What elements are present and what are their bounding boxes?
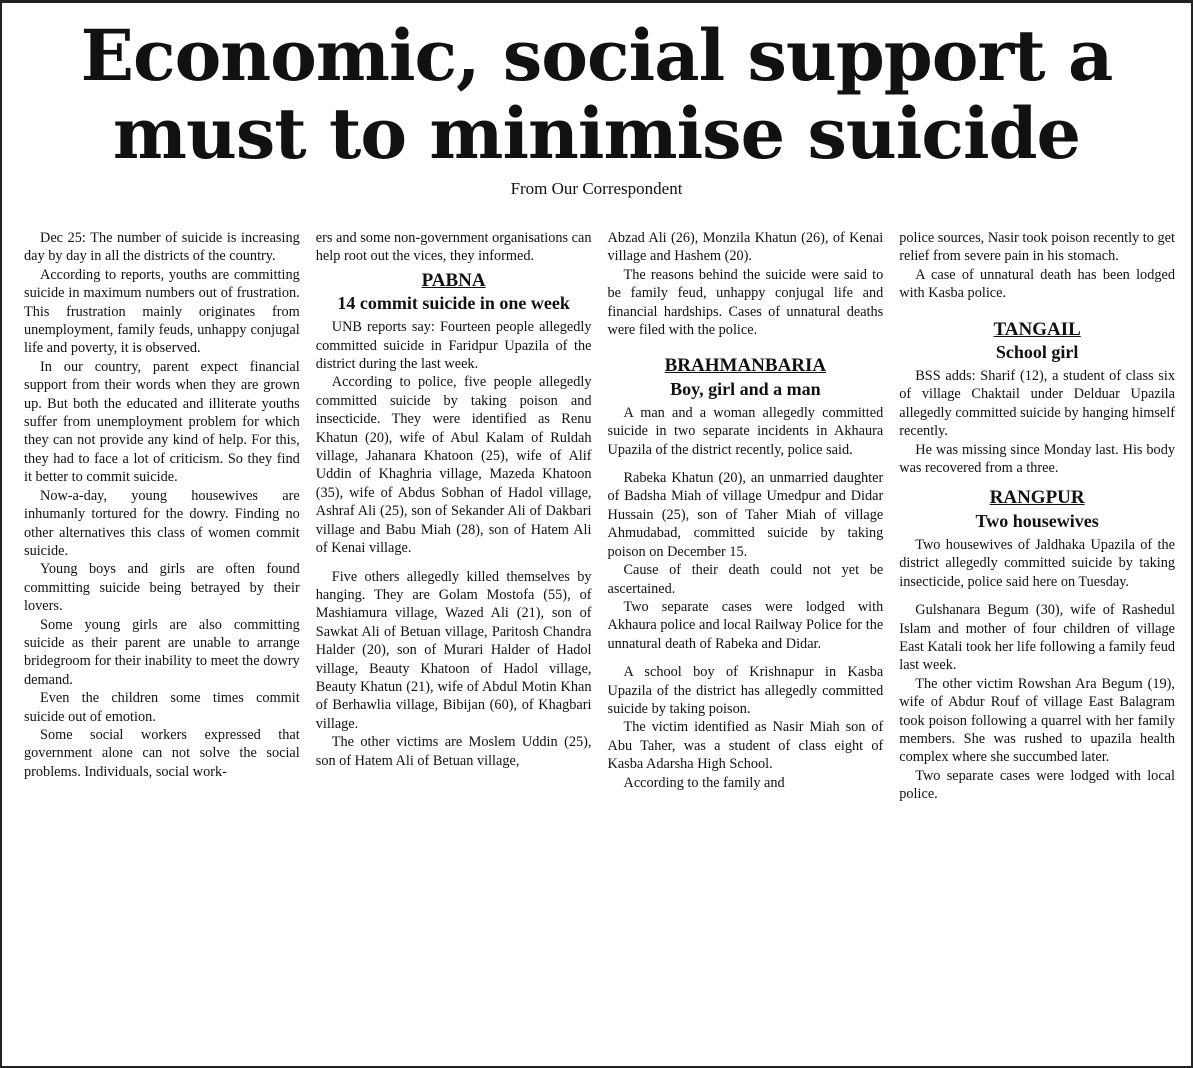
paragraph: According to police, five people allegedly committed suicide by taking poison and insecticide. They were identified as Renu Khatun (20), wife of Abul Kalam of Ruldah village, Jahanara Khatoon (25), wife of Alif Uddin of Khaghria village, Mazeda Khatoon (35), wife of Abdus Sobhan of Hadol village, Ashraf Ali (25), son of Sekander Ali of Dakbari village and Babu Miah (28), son of Hatem Ali of Kenai village. bbox=[315, 374, 592, 557]
paragraph: Young boys and girls are often found committing suicide being betrayed by their lovers. bbox=[24, 561, 300, 615]
paragraph: Cause of their death could not yet be ascertained. bbox=[607, 562, 884, 597]
paragraph: A school boy of Krishnapur in Kasba Upazila of the district has allegedly committed suicide by taking poison. bbox=[607, 664, 884, 717]
section-place-tangail: TANGAIL bbox=[993, 318, 1081, 340]
paragraph: UNB reports say: Fourteen people allegedly committed suicide in Faridpur Upazila of the district during the last week. bbox=[315, 319, 592, 373]
paragraph: Abzad Ali (26), Monzila Khatun (26), of Kenai village and Hashem (20). bbox=[607, 230, 884, 265]
headline-line-2: must to minimise suicide bbox=[112, 92, 1081, 175]
section-subhead: Two housewives bbox=[975, 510, 1099, 531]
paragraph: Even the children some times commit suicide out of emotion. bbox=[24, 690, 300, 725]
section-subhead: 14 commit suicide in one week bbox=[337, 293, 570, 314]
paragraph: The reasons behind the suicide were said to be family feud, unhappy conjugal life and financial hardships. Cases of unnatural deaths were filed with the police. bbox=[607, 266, 884, 339]
paragraph: ers and some non-government organisations can help root out the vices, they informed. bbox=[315, 230, 592, 265]
paragraph: BSS adds: Sharif (12), a student of class six of village Chaktail under Delduar Upazila allegedly committed suicide by hanging himself recently. bbox=[899, 368, 1175, 440]
column-4 bbox=[893, 229, 1185, 1056]
column-1 bbox=[18, 229, 310, 1056]
paragraph: A case of unnatural death has been lodged with Kasba police. bbox=[899, 266, 1175, 302]
headline-line-1: Economic, social support a bbox=[80, 14, 1113, 97]
paragraph: Two separate cases were lodged with Akhaura police and local Railway Police for the unnatural death of Rabeka and Didar. bbox=[607, 598, 884, 652]
article-columns bbox=[18, 229, 1185, 1056]
section-subhead: Boy, girl and a man bbox=[670, 378, 821, 399]
paragraph: The victim identified as Nasir Miah son of Abu Taher, was a student of class eight of Kasba Adarsha High School. bbox=[607, 719, 884, 773]
section-place-brahmanbaria: BRAHMANBARIA bbox=[664, 355, 827, 377]
section-place-rangpur: RANGPUR bbox=[989, 487, 1085, 509]
paragraph: Two housewives of Jaldhaka Upazila of the district allegedly committed suicide by taking insecticide, police said here on Tuesday. bbox=[899, 536, 1175, 590]
paragraph: According to reports, youths are committing suicide in maximum numbers out of frustration. This frustration mainly originates from unemployment, family feuds, unhappy conjugal life and poverty, it is observed. bbox=[24, 266, 300, 357]
paragraph: Dec 25: The number of suicide is increasing day by day in all the districts of the country. bbox=[24, 230, 300, 265]
byline: From Our Correspondent bbox=[510, 179, 683, 198]
paragraph: Five others allegedly killed themselves by hanging. They are Golam Mostofa (55), of Mashiamura village, Wazed Ali (21), son of Sawkat Ali of Betuan village, Paritosh Chandra Halder (20), son of Murari Halder of Hadol village, Beauty Khatoon of Hadol village, Beauty Khatun (21), wife of Abdul Motin Khan of Berhawlia village, Bibijan (60), of Khagbari village. bbox=[315, 568, 592, 732]
paragraph: Gulshanara Begum (30), wife of Rashedul Islam and mother of four children of village East Katali took her life following a family feud last week. bbox=[899, 602, 1175, 674]
paragraph: Some young girls are also committing suicide as their parent are unable to arrange bridegroom for their inability to meet the dowry demand. bbox=[24, 616, 300, 688]
column-2 bbox=[310, 229, 602, 1056]
paragraph: He was missing since Monday last. His body was recovered from a three. bbox=[899, 441, 1175, 477]
column-3 bbox=[602, 229, 894, 1056]
paragraph: According to the family and bbox=[623, 774, 785, 791]
paragraph: The other victim Rowshan Ara Begum (19), wife of Abdur Rouf of village East Balagram took poison following a quarrel with her family members. She was rushed to upazila health complex where she succumbed later. bbox=[899, 675, 1175, 766]
paragraph: In our country, parent expect financial support from their words when they are grown up. But both the educated and illiterate youths suffer from unemployment problem for which they can not provide any kind of help. For this, they had to face a lot of criticism. So they find it better to commit suicide. bbox=[24, 358, 300, 486]
paragraph: police sources, Nasir took poison recently to get relief from severe pain in his stomach. bbox=[899, 230, 1175, 265]
paragraph: Some social workers expressed that government alone can not solve the social problems. Individuals, social work- bbox=[24, 726, 300, 780]
section-subhead: School girl bbox=[995, 342, 1079, 363]
paragraph: A man and a woman allegedly committed suicide in two separate incidents in Akhaura Upazila of the district recently, police said. bbox=[607, 404, 884, 458]
paragraph: Rabeka Khatun (20), an unmarried daughter of Badsha Miah of village Umedpur and Didar Hussain (25), son of Taher Miah of village Ahmudabad, committed suicide by taking poison on December 15. bbox=[607, 470, 884, 560]
paragraph: Two separate cases were lodged with local police. bbox=[899, 767, 1175, 803]
section-place-pabna: PABNA bbox=[421, 269, 486, 291]
headline bbox=[2, 14, 1191, 175]
paragraph: The other victims are Moslem Uddin (25), son of Hatem Ali of Betuan village, bbox=[315, 734, 592, 769]
paragraph: Now-a-day, young housewives are inhumanly tortured for the dowry. Finding no other alternatives this class of women commit suicide. bbox=[24, 487, 300, 559]
